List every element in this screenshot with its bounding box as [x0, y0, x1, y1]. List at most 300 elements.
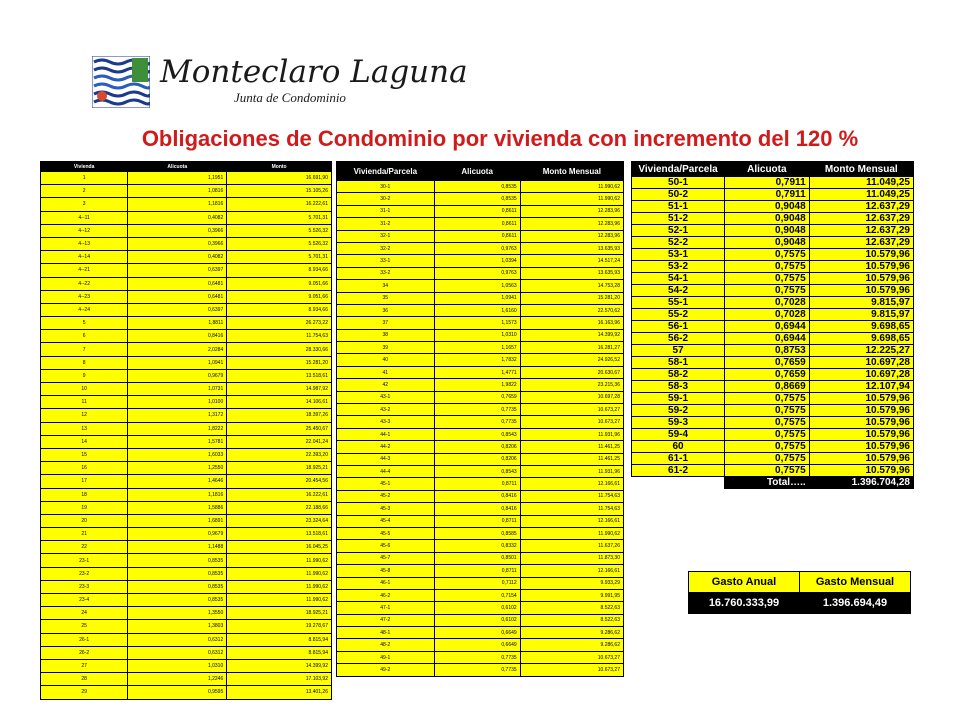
table-cell: 26.273,22	[227, 317, 332, 330]
table-cell: 10.579,96	[809, 405, 913, 417]
table-cell: 9.698,65	[809, 333, 913, 345]
table-cell: 0,8535	[434, 193, 520, 205]
table-cell: 22	[41, 541, 128, 554]
table-cell: 47-1	[337, 602, 435, 614]
table-row	[337, 651, 624, 663]
table-cell: 28	[41, 673, 128, 686]
column-header: Monto	[227, 162, 332, 172]
table-cell: 24.926,52	[520, 354, 623, 366]
table-row	[337, 503, 624, 515]
table-row	[41, 541, 332, 554]
table-cell: 9.051,66	[227, 290, 332, 303]
table-cell: 11.990,62	[227, 580, 332, 593]
table-cell: 22.188,66	[227, 501, 332, 514]
table-cell: 14.399,92	[520, 329, 623, 341]
table-cell: 32-1	[337, 230, 435, 242]
table-cell: 1,5886	[128, 501, 227, 514]
table-cell: 0,7028	[725, 297, 810, 309]
table-row	[632, 273, 914, 285]
table-cell: 46-1	[337, 577, 435, 589]
table-cell: 38	[337, 329, 435, 341]
table-cell: 4--13	[41, 237, 128, 250]
table-cell: 0,7112	[434, 577, 520, 589]
table-row	[632, 369, 914, 381]
table-cell: 1,8222	[128, 422, 227, 435]
table-cell: 10.697,28	[809, 357, 913, 369]
table-cell: 0,7154	[434, 589, 520, 601]
table-cell: 1,6891	[128, 514, 227, 527]
table-row	[632, 261, 914, 273]
table-cell: 15.281,20	[520, 292, 623, 304]
table-row	[337, 317, 624, 329]
table-cell: 0,8332	[434, 540, 520, 552]
table-cell: 10.697,28	[809, 369, 913, 381]
table-row	[337, 627, 624, 639]
table-row	[337, 416, 624, 428]
table-cell: 0,6312	[128, 633, 227, 646]
table-cell: 59-4	[632, 429, 725, 441]
table-row	[337, 478, 624, 490]
column-header: Alicuota	[128, 162, 227, 172]
table-row	[41, 369, 332, 382]
table-cell: 24	[41, 607, 128, 620]
table-cell: 1,0816	[128, 185, 227, 198]
table-cell: 10	[41, 383, 128, 396]
table-cell: 1,4646	[128, 475, 227, 488]
table-cell: 0,9763	[434, 242, 520, 254]
table-viviendas-50-61	[631, 161, 914, 489]
table-cell: 8.934,66	[227, 264, 332, 277]
table-cell: 0,3966	[128, 224, 227, 237]
table-row	[41, 317, 332, 330]
table-cell: 0,6102	[434, 614, 520, 626]
table-cell: 0,8753	[725, 345, 810, 357]
table-cell: 0,9048	[725, 201, 810, 213]
table-row	[632, 429, 914, 441]
table-cell: 23-1	[41, 554, 128, 567]
table-cell: 0,7575	[725, 261, 810, 273]
table-row	[632, 321, 914, 333]
table-row	[632, 393, 914, 405]
table-cell: 9.991,95	[520, 589, 623, 601]
table-cell: 1,2246	[128, 673, 227, 686]
table-cell: 0,7735	[434, 664, 520, 676]
logo	[88, 52, 468, 112]
table-row	[337, 515, 624, 527]
table-row	[337, 267, 624, 279]
table-cell: 18	[41, 488, 128, 501]
table-cell: 0,8611	[434, 230, 520, 242]
table-cell: 54-1	[632, 273, 725, 285]
table-cell: 4--23	[41, 290, 128, 303]
table-cell: 0,9048	[725, 237, 810, 249]
table-row	[632, 177, 914, 189]
table-cell: 4--22	[41, 277, 128, 290]
table-row	[41, 567, 332, 580]
table-row	[337, 354, 624, 366]
table-cell: 54-2	[632, 285, 725, 297]
table-cell: 36	[337, 304, 435, 316]
column-header: Monto Mensual	[809, 162, 913, 177]
table-cell: 0,8416	[434, 503, 520, 515]
table-cell: 12.107,94	[809, 381, 913, 393]
table-row	[41, 448, 332, 461]
table-cell: 12.166,61	[520, 565, 623, 577]
table-cell: 12.637,29	[809, 225, 913, 237]
table-cell: 17	[41, 475, 128, 488]
table-cell: 23.324,64	[227, 514, 332, 527]
table-cell: 0,9048	[725, 213, 810, 225]
table-cell: 11.754,63	[520, 503, 623, 515]
table-row	[632, 417, 914, 429]
table-cell: 45-5	[337, 527, 435, 539]
table-cell: 1,1488	[128, 541, 227, 554]
table-cell: 10.697,28	[520, 391, 623, 403]
table-cell: 6	[41, 330, 128, 343]
table-cell: 12.283,96	[520, 230, 623, 242]
table-cell: 0,8611	[434, 205, 520, 217]
table-row	[632, 297, 914, 309]
table-cell: 1,1573	[434, 317, 520, 329]
table-cell: 53-1	[632, 249, 725, 261]
table-cell: 41	[337, 366, 435, 378]
table-cell: 12.637,29	[809, 237, 913, 249]
table-row	[632, 213, 914, 225]
table-cell: 19	[41, 501, 128, 514]
table-row	[41, 185, 332, 198]
table-row	[337, 205, 624, 217]
table-cell: 49-1	[337, 651, 435, 663]
table-cell: 0,6397	[128, 303, 227, 316]
table-cell: 8	[41, 356, 128, 369]
table-row	[632, 345, 914, 357]
table-cell: 48-1	[337, 627, 435, 639]
table-row	[41, 211, 332, 224]
table-cell: 51-2	[632, 213, 725, 225]
table-cell: 1,1816	[128, 488, 227, 501]
table-cell: 1,9822	[434, 379, 520, 391]
table-row	[41, 237, 332, 250]
table-cell: 0,7575	[725, 417, 810, 429]
table-cell: 30-1	[337, 181, 435, 193]
table-cell: 25	[41, 620, 128, 633]
table-cell: 10.579,96	[809, 441, 913, 453]
table-row	[632, 225, 914, 237]
table-cell: 50-1	[632, 177, 725, 189]
table-cell: 45-1	[337, 478, 435, 490]
table-cell: 0,8669	[725, 381, 810, 393]
table-cell: 21	[41, 528, 128, 541]
logo-lagoon-icon	[92, 56, 150, 108]
table-row	[337, 218, 624, 230]
table-cell: 0,6102	[434, 602, 520, 614]
summary-value: 16.760.333,99	[689, 593, 800, 614]
table-cell: 18.397,26	[227, 409, 332, 422]
table-cell: 8.815,94	[227, 633, 332, 646]
table-row	[632, 249, 914, 261]
column-header: Vivienda/Parcela	[337, 162, 435, 181]
table-cell: 0,3966	[128, 237, 227, 250]
table-cell: 13	[41, 422, 128, 435]
table-row	[337, 242, 624, 254]
table-row	[337, 404, 624, 416]
table-cell: 0,7575	[725, 429, 810, 441]
table-cell: 0,7735	[434, 404, 520, 416]
table-cell: 0,9679	[128, 369, 227, 382]
table-cell: 12.283,96	[520, 205, 623, 217]
table-cell: 16.045,25	[227, 541, 332, 554]
table-cell: 4--12	[41, 224, 128, 237]
table-cell: 0,7575	[725, 273, 810, 285]
table-cell: 10.579,96	[809, 465, 913, 477]
table-cell: 13.635,93	[520, 242, 623, 254]
gasto-summary-table	[688, 571, 911, 614]
table-cell: 0,9595	[128, 686, 227, 699]
table-viviendas-30-49	[336, 161, 624, 677]
table-cell: 44-4	[337, 465, 435, 477]
table-row	[337, 577, 624, 589]
table-cell: 8.522,63	[520, 614, 623, 626]
table-row	[632, 189, 914, 201]
table-cell: 1,6033	[128, 448, 227, 461]
table-cell: 0,6944	[725, 321, 810, 333]
table-row	[632, 309, 914, 321]
summary-header: Gasto Anual	[689, 572, 800, 593]
table-cell: 27	[41, 659, 128, 672]
table-cell: 45-7	[337, 552, 435, 564]
table-cell: 10.579,96	[809, 249, 913, 261]
table-row	[632, 453, 914, 465]
column-header: Vivienda/Parcela	[632, 162, 725, 177]
table-cell: 0,6481	[128, 277, 227, 290]
table-cell: 0,8535	[128, 580, 227, 593]
table-row	[41, 356, 332, 369]
table-row	[337, 193, 624, 205]
table-cell: 9.698,65	[809, 321, 913, 333]
table-row	[337, 589, 624, 601]
table-cell: 1,8811	[128, 317, 227, 330]
table-cell: 14.753,28	[520, 280, 623, 292]
table-cell: 34	[337, 280, 435, 292]
table-cell: 11.873,30	[520, 552, 623, 564]
table-row	[632, 333, 914, 345]
table-row	[337, 255, 624, 267]
table-row	[41, 580, 332, 593]
table-cell: 0,7575	[725, 465, 810, 477]
table-cell: 11.990,62	[520, 193, 623, 205]
table-cell: 0,8416	[128, 330, 227, 343]
table-cell: 45-2	[337, 490, 435, 502]
table-cell: 44-2	[337, 441, 435, 453]
table-cell: 0,9679	[128, 528, 227, 541]
table-row	[41, 409, 332, 422]
table-row	[41, 290, 332, 303]
table-cell: 1,0310	[434, 329, 520, 341]
table-cell: 40	[337, 354, 435, 366]
table-cell: 11.754,63	[520, 490, 623, 502]
table-cell: 1,0310	[128, 659, 227, 672]
table-cell: 16.691,90	[227, 172, 332, 185]
table-cell: 0,7911	[725, 177, 810, 189]
table-cell: 22.041,24	[227, 435, 332, 448]
table-cell: 16.163,96	[520, 317, 623, 329]
table-cell: 0,7575	[725, 285, 810, 297]
table-cell: 9.286,62	[520, 627, 623, 639]
table-row	[337, 565, 624, 577]
table-cell: 0,8206	[434, 453, 520, 465]
table-cell: 23.215,36	[520, 379, 623, 391]
table-cell: 60	[632, 441, 725, 453]
table-row	[41, 303, 332, 316]
table-cell: 10.673,27	[520, 404, 623, 416]
table-row	[41, 501, 332, 514]
table-cell: 11.990,62	[520, 527, 623, 539]
table-cell: 0,6944	[725, 333, 810, 345]
table-cell: 0,8535	[128, 594, 227, 607]
table-cell: 0,8501	[434, 552, 520, 564]
table-cell: 58-3	[632, 381, 725, 393]
table-cell: 33-1	[337, 255, 435, 267]
table-cell: 13.518,61	[227, 369, 332, 382]
table-cell: 35	[337, 292, 435, 304]
table-cell: 1,3550	[128, 607, 227, 620]
table-row	[632, 381, 914, 393]
table-cell: 0,7575	[725, 393, 810, 405]
table-cell: 43-1	[337, 391, 435, 403]
table-cell: 0,8206	[434, 441, 520, 453]
table-row	[41, 488, 332, 501]
table-cell: 3	[41, 198, 128, 211]
table-cell: 16.222,61	[227, 488, 332, 501]
table-cell: 56-2	[632, 333, 725, 345]
table-cell: 12.166,61	[520, 478, 623, 490]
table-cell: 11.990,62	[227, 554, 332, 567]
table-row	[337, 441, 624, 453]
table-cell: 12.225,27	[809, 345, 913, 357]
table-cell: 1,2550	[128, 462, 227, 475]
table-cell: 22.570,62	[520, 304, 623, 316]
table-cell: 0,6649	[434, 639, 520, 651]
table-row	[41, 396, 332, 409]
table-cell: 2	[41, 185, 128, 198]
table-cell: 10.579,96	[809, 417, 913, 429]
table-cell: 0,8711	[434, 565, 520, 577]
table-cell: 0,8611	[434, 218, 520, 230]
table-cell: 1,0100	[128, 396, 227, 409]
table-cell: 61-1	[632, 453, 725, 465]
table-row	[337, 639, 624, 651]
table-cell: 15.281,20	[227, 356, 332, 369]
table-row	[337, 304, 624, 316]
table-row	[41, 343, 332, 356]
table-cell: 10.579,96	[809, 285, 913, 297]
table-row	[632, 201, 914, 213]
table-cell: 16.281,27	[520, 342, 623, 354]
table-cell: 11.049,25	[809, 189, 913, 201]
table-cell: 5.701,31	[227, 251, 332, 264]
table-cell: 23-4	[41, 594, 128, 607]
table-cell: 12.166,61	[520, 515, 623, 527]
table-row	[41, 422, 332, 435]
table-row	[41, 383, 332, 396]
table-cell: 59-3	[632, 417, 725, 429]
table-cell: 1,0941	[128, 356, 227, 369]
table-row	[41, 594, 332, 607]
table-row	[337, 379, 624, 391]
table-cell: 5	[41, 317, 128, 330]
table-cell: 1,5781	[128, 435, 227, 448]
table-cell: 12	[41, 409, 128, 422]
table-row	[41, 554, 332, 567]
table-row	[41, 514, 332, 527]
table-cell: 45-4	[337, 515, 435, 527]
table-cell: 0,8416	[434, 490, 520, 502]
table-viviendas-1-29	[40, 161, 332, 700]
table-cell: 9.815,97	[809, 297, 913, 309]
table-cell: 1,0731	[128, 383, 227, 396]
table-cell: 1,0394	[434, 255, 520, 267]
table-cell: 4--24	[41, 303, 128, 316]
table-cell: 19.278,67	[227, 620, 332, 633]
table-cell: 13.635,93	[520, 267, 623, 279]
table-row	[337, 428, 624, 440]
table-cell: 16.222,61	[227, 198, 332, 211]
table-cell: 56-1	[632, 321, 725, 333]
table-cell: 0,7575	[725, 441, 810, 453]
table-cell: 11.049,25	[809, 177, 913, 189]
table-cell: 12.637,29	[809, 213, 913, 225]
column-header: Vivienda	[41, 162, 128, 172]
table-cell: 12.283,96	[520, 218, 623, 230]
table-cell: 44-1	[337, 428, 435, 440]
table-cell: 31-1	[337, 205, 435, 217]
table-cell: 45-6	[337, 540, 435, 552]
table-cell: 11.461,25	[520, 453, 623, 465]
table-cell: 1,7832	[434, 354, 520, 366]
table-cell: 14.106,61	[227, 396, 332, 409]
page-title: Obligaciones de Condominio por vivienda con incremento del 120 %	[141, 126, 859, 151]
table-row	[632, 357, 914, 369]
table-cell: 22.393,20	[227, 448, 332, 461]
table-cell: 51-1	[632, 201, 725, 213]
table-row	[337, 342, 624, 354]
table-cell: 0,4082	[128, 211, 227, 224]
table-cell: 14.399,92	[227, 659, 332, 672]
table-cell: 55-2	[632, 309, 725, 321]
table-cell: 52-1	[632, 225, 725, 237]
table-cell: 59-2	[632, 405, 725, 417]
table-cell: 39	[337, 342, 435, 354]
table-cell: 28.330,66	[227, 343, 332, 356]
table-row	[337, 465, 624, 477]
table-cell: 11.931,96	[520, 428, 623, 440]
table-row	[337, 181, 624, 193]
table-cell: 0,6649	[434, 627, 520, 639]
table-row	[41, 673, 332, 686]
table-cell: 45-3	[337, 503, 435, 515]
table-cell: 48-2	[337, 639, 435, 651]
table-cell: 11.637,26	[520, 540, 623, 552]
table-row	[41, 475, 332, 488]
table-cell: 10.579,96	[809, 261, 913, 273]
table-cell: 14.987,92	[227, 383, 332, 396]
table-cell: 43-2	[337, 404, 435, 416]
table-cell: 0,7659	[725, 369, 810, 381]
table-row	[41, 659, 332, 672]
table-cell: 50-2	[632, 189, 725, 201]
table-cell: 9.933,29	[520, 577, 623, 589]
table-cell: 11.990,62	[227, 567, 332, 580]
